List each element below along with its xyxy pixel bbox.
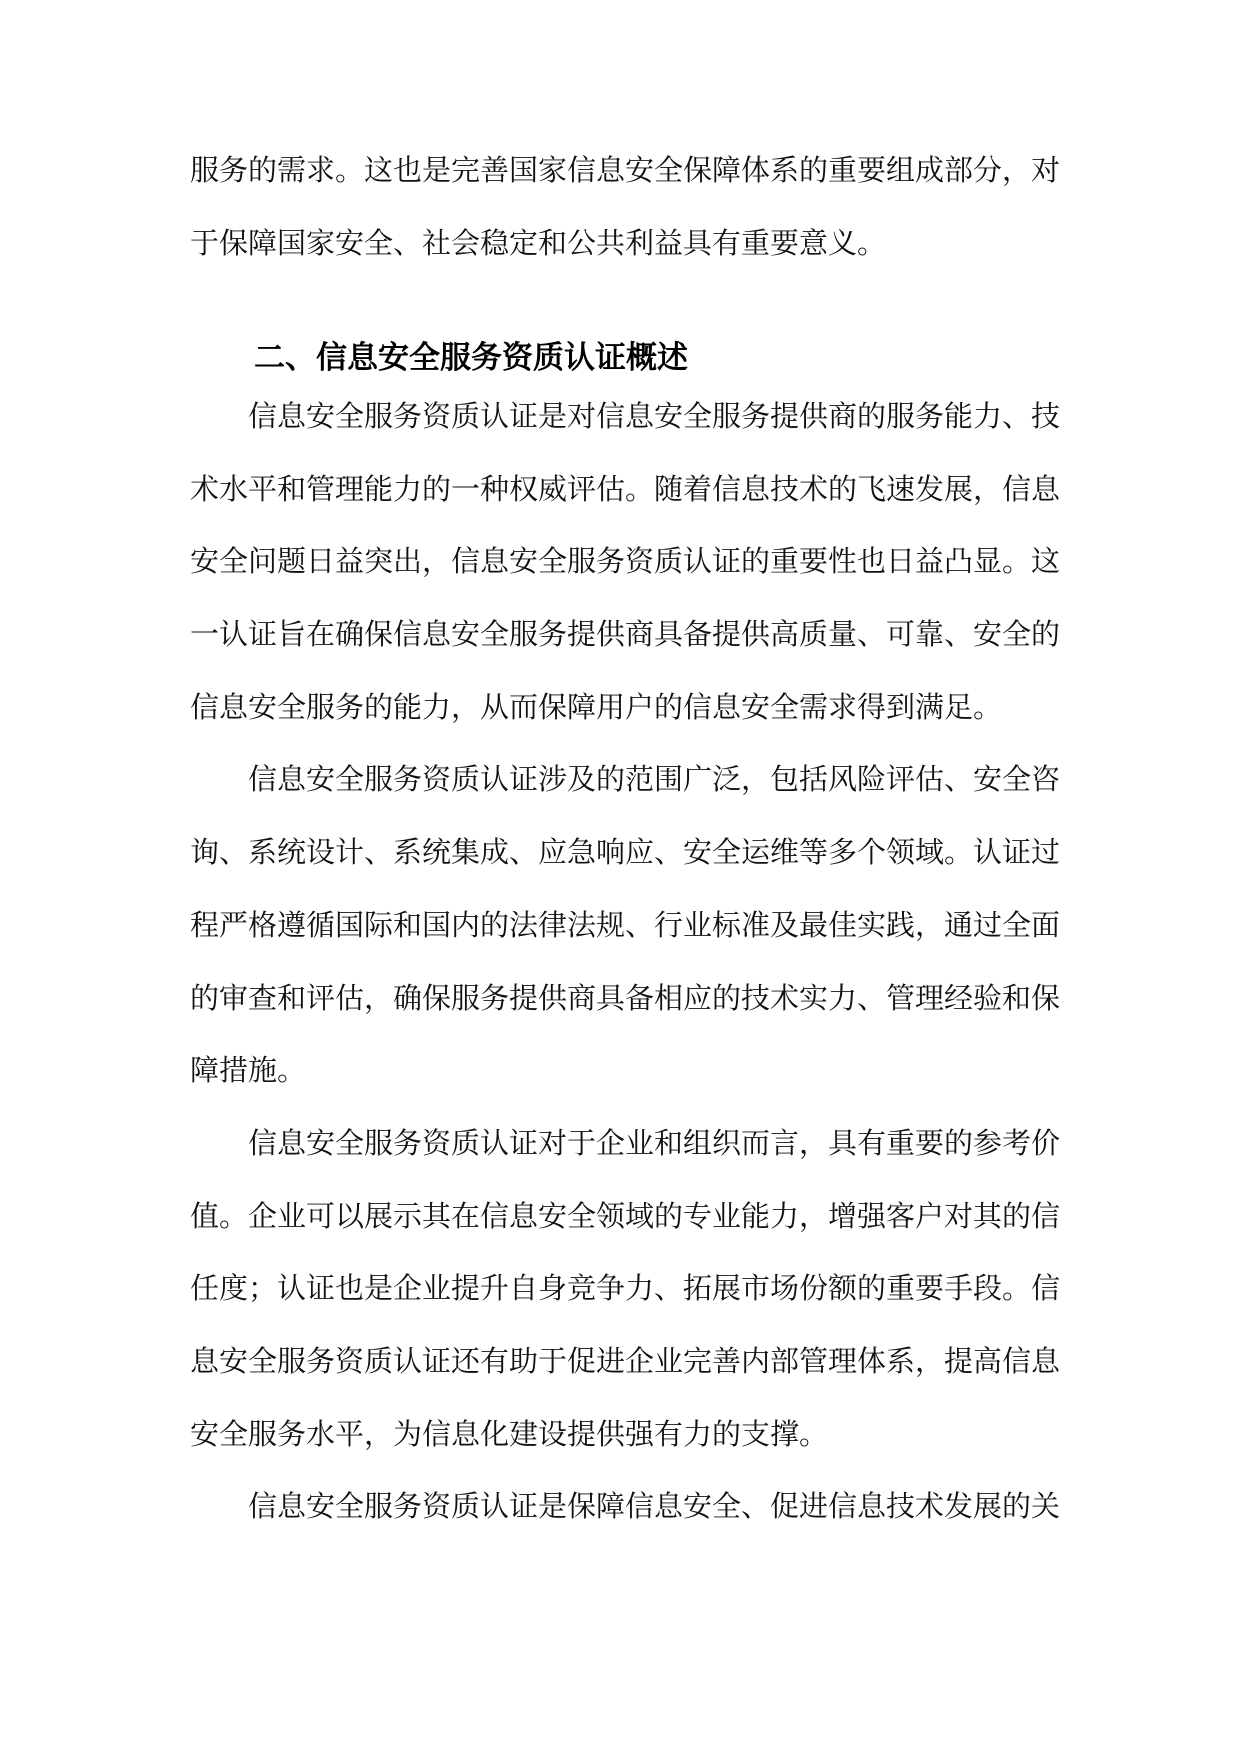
paragraph-line: 于保障国家安全、社会稳定和公共利益具有重要意义。 — [190, 226, 887, 260]
paragraph-line: 术水平和管理能力的一种权威评估。随着信息技术的飞速发展，信息 — [190, 472, 1061, 506]
paragraph-line: 询、系统设计、系统集成、应急响应、安全运维等多个领域。认证过 — [190, 835, 1061, 869]
paragraph-line: 信息安全服务资质认证对于企业和组织而言，具有重要的参考价 — [248, 1126, 1061, 1160]
section-heading: 二、信息安全服务资质认证概述 — [254, 340, 688, 376]
paragraph-line: 信息安全服务的能力，从而保障用户的信息安全需求得到满足。 — [190, 690, 1003, 724]
paragraph-line: 的审查和评估，确保服务提供商具备相应的技术实力、管理经验和保 — [190, 981, 1061, 1015]
paragraph-line: 安全问题日益突出，信息安全服务资质认证的重要性也日益凸显。这 — [190, 544, 1061, 578]
paragraph-line: 安全服务水平，为信息化建设提供强有力的支撑。 — [190, 1417, 829, 1451]
paragraph-line: 信息安全服务资质认证涉及的范围广泛，包括风险评估、安全咨 — [248, 762, 1061, 796]
paragraph-line: 任度；认证也是企业提升自身竞争力、拓展市场份额的重要手段。信 — [190, 1271, 1061, 1305]
paragraph-line: 障措施。 — [190, 1053, 307, 1087]
paragraph-line: 程严格遵循国际和国内的法律法规、行业标准及最佳实践，通过全面 — [190, 908, 1061, 942]
paragraph-line: 值。企业可以展示其在信息安全领域的专业能力，增强客户对其的信 — [190, 1199, 1061, 1233]
paragraph-line: 信息安全服务资质认证是保障信息安全、促进信息技术发展的关 — [248, 1489, 1061, 1523]
paragraph-line: 服务的需求。这也是完善国家信息安全保障体系的重要组成部分，对 — [190, 153, 1061, 187]
paragraph-line: 息安全服务资质认证还有助于促进企业完善内部管理体系，提高信息 — [190, 1344, 1061, 1378]
paragraph-line: 信息安全服务资质认证是对信息安全服务提供商的服务能力、技 — [248, 399, 1061, 433]
paragraph-line: 一认证旨在确保信息安全服务提供商具备提供高质量、可靠、安全的 — [190, 617, 1061, 651]
